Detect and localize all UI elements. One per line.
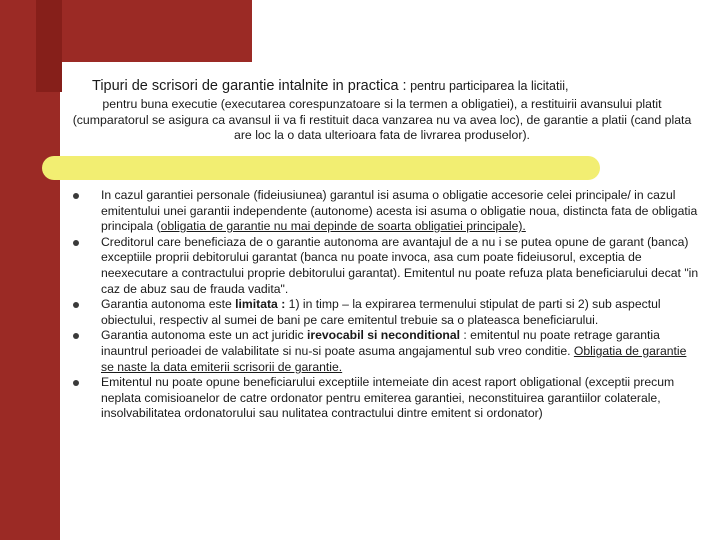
- title-box: [62, 62, 720, 154]
- header-decoration-accent: [36, 0, 62, 92]
- bullet-text-tail: : emitentul nu poate retrage garantia inauntrul perioadei de valabilitate si nu-si poate asuma angajamentul sub vreo conditie.: [101, 328, 660, 358]
- bullet-icon: [73, 333, 79, 339]
- bullet-text: Creditorul care beneficiaza de o garantie autonoma are avantajul de a nu i se putea opune de garant (banca) exceptiile proprii debitorului garantat (banca nu poate invoca, asa cum poate fideiusorul, exceptia de neexecutare a contractului proprie debitorului garantat). Emitentul nu poate refuza plata beneficiarului decat "in caz de abuz sau de frauda vadita".: [101, 234, 699, 296]
- bullet-underlined-text: Obligatia de garantie se naste la data emiterii scrisorii de garantie.: [101, 343, 687, 374]
- title-heading: Tipuri de scrisori de garantie intalnite in practica :: [92, 78, 407, 94]
- title-heading-tail: pentru participarea la licitatii,: [406, 79, 569, 93]
- bullet-text: Emitentul nu poate opune beneficiarului exceptiile intemeiate din acest raport obligational (exceptii precum neplata comisioanelor de catre ordonator pentru emiterea garantiei, neconstituirea garantiilor colaterale, insolvabilitatea ordonatorului sau nulitatea contractului dintre emitent si ordonator): [101, 375, 675, 421]
- highlight-bar: [42, 156, 600, 180]
- bullet-icon: [73, 380, 79, 386]
- bullet-text-tail: 1) in timp – la expirarea termenului stipulat de parti si 2) sub aspectul obiectului, respectiv al sumei de bani pe care emitentul trebuie sa o plateasca beneficiarului.: [101, 297, 661, 327]
- bullet-list: [62, 188, 702, 422]
- bullet-icon: [73, 240, 79, 246]
- bullet-text: In cazul garantiei personale (fideiusiunea) garantul isi asuma o obligatie accesorie celei principale/ in cazul emitentului unei garantii independente (autonome) acesta isi asuma o obligatie noua, distincta fata de obligatia principala (: [101, 188, 698, 234]
- bullet-icon: [73, 302, 79, 308]
- bullet-strong-text: limitata :: [235, 297, 286, 312]
- slide-title: [92, 78, 712, 94]
- bullet-strong-text: irevocabil si neconditional: [306, 328, 461, 343]
- bullet-underlined-text: obligatia de garantie nu mai depinde de soarta obligatiei principale).: [160, 219, 526, 234]
- bullet-item: [62, 297, 702, 328]
- bullet-item: [62, 375, 702, 422]
- title-continuation: pentru buna executie (executarea corespunzatoare si la termen a obligatiei), a restituirii avansului platit (cumparatorul se asigura ca avansul ii va fi restituit daca vanzarea nu va avea loc), de garantie a platii (cand plata are loc la o data ulterioara fata de livrarea produselor).: [72, 97, 692, 142]
- bullet-item: [62, 188, 702, 235]
- bullet-text: Garantia autonoma este: [101, 297, 236, 312]
- bullet-item: [62, 328, 702, 375]
- bullet-text: Garantia autonoma este un act juridic: [101, 328, 307, 343]
- bullet-item: [62, 235, 702, 297]
- bullet-icon: [73, 193, 79, 199]
